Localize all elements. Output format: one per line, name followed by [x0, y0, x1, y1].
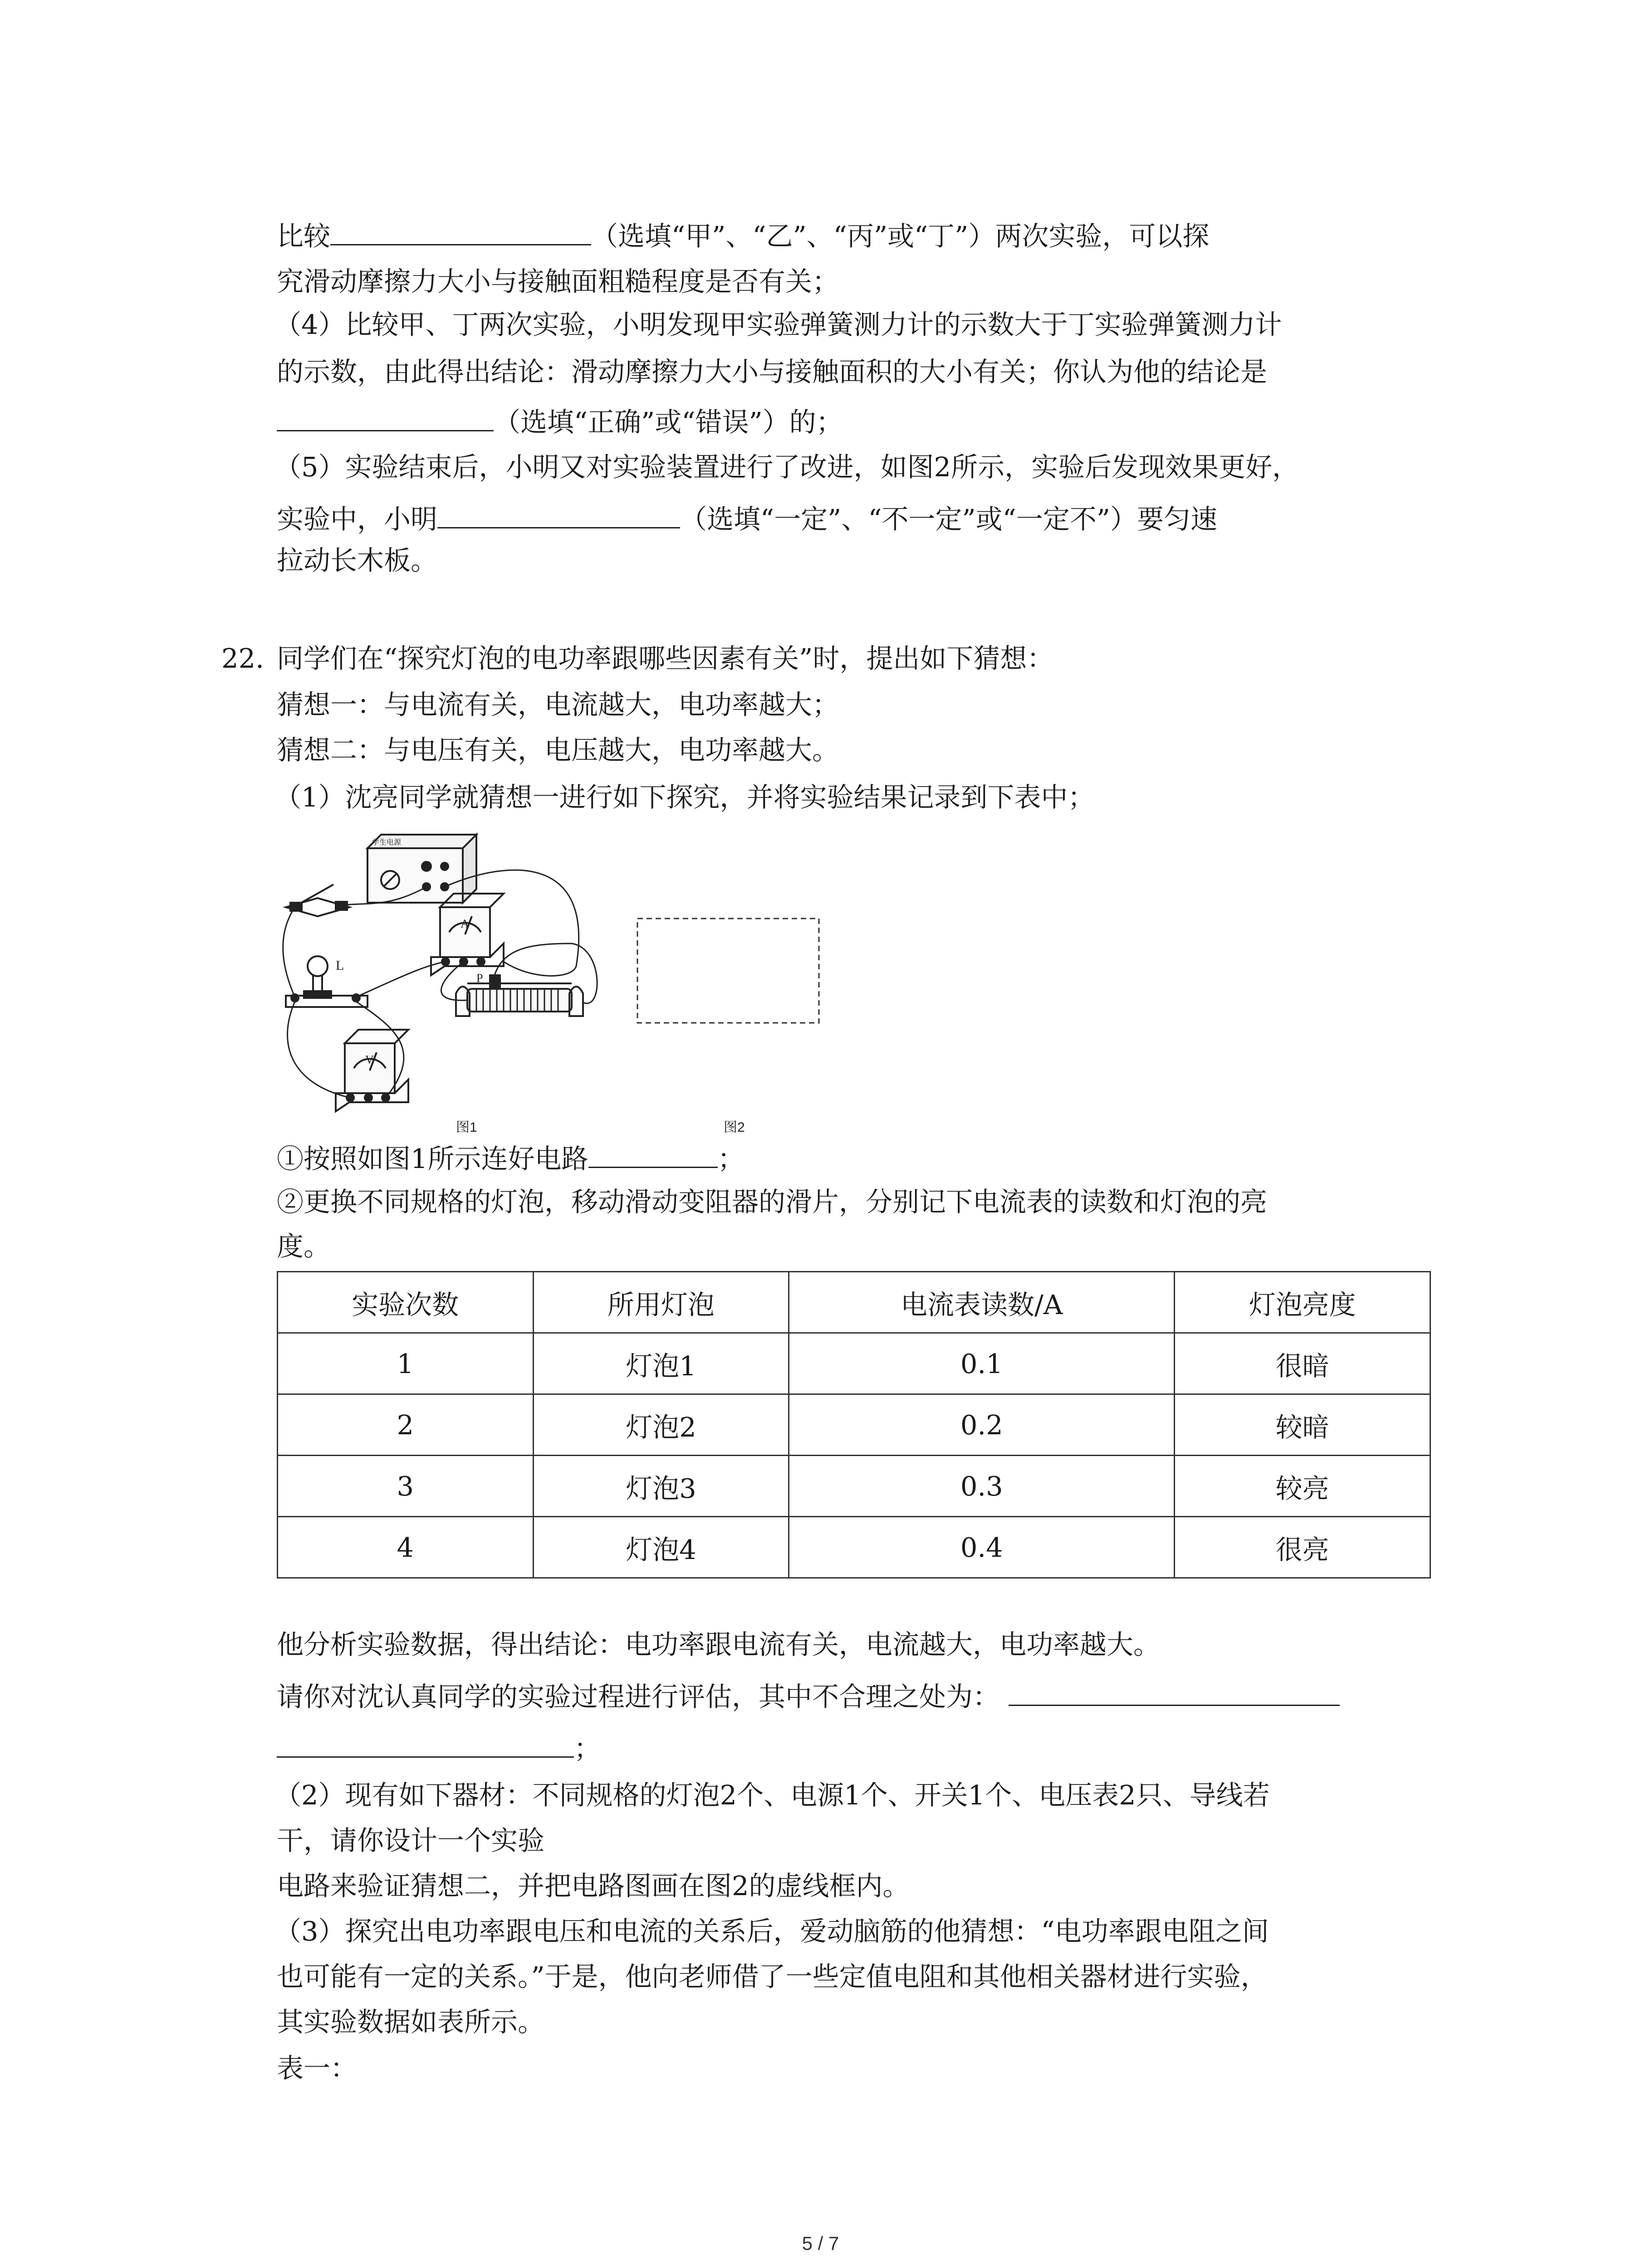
- table-cell: 较亮: [1175, 1456, 1430, 1517]
- table-row: [278, 1517, 1430, 1578]
- q21-text: （选填“正确”或“错误”）的；: [494, 406, 843, 438]
- ammeter-label: A: [460, 917, 469, 930]
- fig2-caption: 图2: [724, 1120, 745, 1135]
- q22-guess-1: 猜想一：与电流有关，电流越大，电功率越大；: [277, 689, 839, 720]
- q22-intro: 同学们在“探究灯泡的电功率跟哪些因素有关”时，提出如下猜想：: [277, 643, 1054, 674]
- q22-part2-line-3: 电路来验证猜想二，并把电路图画在图2的虚线框内。: [277, 1870, 910, 1901]
- q22-evaluate: [277, 1677, 1340, 1715]
- rheostat-icon: [456, 975, 583, 1016]
- table-cell: 0.2: [789, 1394, 1175, 1456]
- answer-blank-4[interactable]: [588, 1139, 718, 1168]
- q22-guess-2: 猜想二：与电压有关，电压越大，电功率越大。: [277, 734, 839, 766]
- table-row: [278, 1333, 1430, 1394]
- table-cell: 很暗: [1175, 1333, 1430, 1394]
- answer-blank-3[interactable]: [437, 499, 680, 528]
- answer-blank-1[interactable]: [330, 216, 591, 245]
- switch-icon: [286, 885, 349, 916]
- q21-part4-line-2: 的示数，由此得出结论：滑动摩擦力大小与接触面积的大小有关；你认为他的结论是: [277, 356, 1268, 387]
- lamp-icon: [286, 956, 367, 1007]
- table-header: 灯泡亮度: [1175, 1272, 1430, 1333]
- table-cell: 灯泡2: [533, 1394, 789, 1456]
- q21-text: （选填“甲”、“乙”、“丙”或“丁”）两次实验，可以探: [591, 220, 1210, 252]
- q22-part3-line-1: （3）探究出电功率跟电压和电流的关系后，爱动脑筋的他猜想：“电功率跟电阻之间: [274, 1916, 1269, 1947]
- q22-conclusion: 他分析实验数据，得出结论：电功率跟电流有关，电流越大，电功率越大。: [277, 1629, 1161, 1660]
- table-header-row: [278, 1272, 1430, 1333]
- answer-blank-6[interactable]: [277, 1728, 574, 1758]
- q22-part2-line-1: （2）现有如下器材：不同规格的灯泡2个、电源1个、开关1个、电压表2只、导线若: [274, 1779, 1270, 1811]
- fig1-caption: 图1: [456, 1120, 477, 1135]
- q21-text: 比较: [277, 220, 331, 252]
- circuit-figure: [277, 830, 848, 1139]
- q22-text: ①按照如图1所示连好电路: [277, 1143, 588, 1174]
- table-header: 电流表读数/A: [789, 1272, 1175, 1333]
- q21-part5-line-3: 拉动长木板。: [277, 545, 438, 576]
- table-header: 实验次数: [278, 1272, 534, 1333]
- table-cell: 灯泡3: [533, 1456, 789, 1517]
- table-cell: 0.3: [789, 1456, 1175, 1517]
- table-cell: 0.4: [789, 1517, 1175, 1578]
- results-table: [277, 1271, 1431, 1579]
- drawing-area-box[interactable]: [637, 919, 819, 1023]
- q21-part5-line-1: （5）实验结束后，小明又对实验装置进行了改进，如图2所示，实验后发现效果更好，: [274, 451, 1299, 483]
- q21-part4-line-3: [277, 402, 843, 440]
- q22-text: 请你对沈认真同学的实验过程进行评估，其中不合理之处为：: [277, 1681, 1000, 1712]
- table-cell: 2: [278, 1394, 534, 1456]
- table-cell: 0.1: [789, 1333, 1175, 1394]
- power-supply-label: 学生电源: [372, 839, 402, 846]
- q22-step-2-line-1: ②更换不同规格的灯泡，移动滑动变阻器的滑片，分别记下电流表的读数和灯泡的亮: [277, 1186, 1268, 1217]
- q22-evaluate-cont: [277, 1728, 601, 1767]
- q21-text: （选填“一定”、“不一定”或“一定不”）要匀速: [680, 503, 1217, 535]
- q22-step-1: [277, 1139, 745, 1177]
- q22-text: ；: [574, 1733, 601, 1764]
- table-cell: 3: [278, 1456, 534, 1517]
- table-cell: 较暗: [1175, 1394, 1430, 1456]
- question-number: 22.: [221, 643, 264, 674]
- voltmeter-label: V: [365, 1053, 374, 1066]
- q21-line-2: 究滑动摩擦力大小与接触面粗糙程度是否有关；: [277, 266, 839, 297]
- slider-label: P: [476, 972, 483, 985]
- table-cell: 4: [278, 1517, 534, 1578]
- q22-part1: （1）沈亮同学就猜想一进行如下探究，并将实验结果记录到下表中；: [274, 782, 1095, 813]
- answer-blank-2[interactable]: [277, 402, 494, 431]
- table-row: [278, 1456, 1430, 1517]
- q22-step-2-line-2: 度。: [277, 1231, 331, 1262]
- q21-text: 实验中，小明: [277, 503, 438, 535]
- voltmeter-icon: [336, 1030, 408, 1111]
- q22-part3-line-3: 其实验数据如表所示。: [277, 2006, 545, 2038]
- table-cell: 1: [278, 1333, 534, 1394]
- table-cell: 灯泡1: [533, 1333, 789, 1394]
- table-row: [278, 1394, 1430, 1456]
- q21-part4-line-1: （4）比较甲、丁两次实验，小明发现甲实验弹簧测力计的示数大于丁实验弹簧测力计: [274, 309, 1282, 340]
- answer-blank-5[interactable]: [1009, 1677, 1340, 1706]
- table-header: 所用灯泡: [533, 1272, 789, 1333]
- q22-part3-line-2: 也可能有一定的关系。”于是，他向老师借了一些定值电阻和其他相关器材进行实验，: [277, 1961, 1268, 1992]
- q21-line-1: [277, 216, 1209, 254]
- table1-label: 表一：: [277, 2053, 358, 2084]
- q22-text: ；: [717, 1143, 745, 1174]
- table-cell: 灯泡4: [533, 1517, 789, 1578]
- page-number: 5 / 7: [802, 2233, 839, 2254]
- q21-part5-line-2: [277, 499, 1217, 538]
- lamp-label: L: [336, 958, 344, 973]
- table-cell: 很亮: [1175, 1517, 1430, 1578]
- q22-part2-line-2: 干，请你设计一个实验: [277, 1825, 545, 1856]
